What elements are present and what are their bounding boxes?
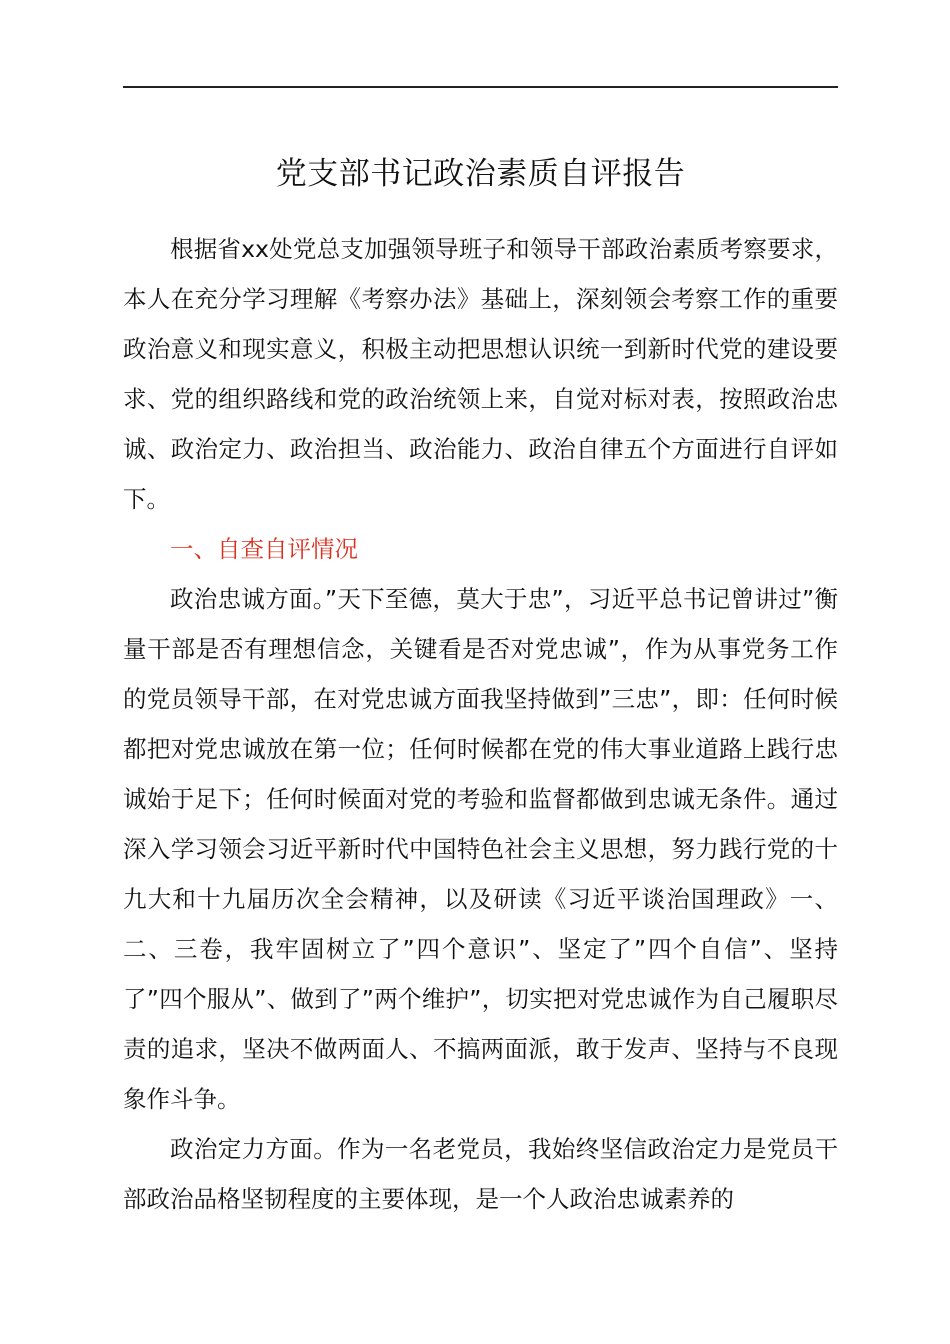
document-title: 党支部书记政治素质自评报告	[275, 156, 686, 192]
intro-paragraph: 根据省xx处党总支加强领导班子和领导干部政治素质考察要求，本人在充分学习理解《考察办法》基础上，深刻领会考察工作的重要政治意义和现实意义，积极主动把思想认识统一到新时代党的建设要求、党的组织路线和党的政治统领上来，自觉对标对表，按照政治忠诚、政治定力、政治担当、政治能力、政治自律五个方面进行自评如下。	[123, 235, 838, 513]
political-loyalty-paragraph: 政治忠诚方面。”天下至德，莫大于忠”，习近平总书记曾讲过”衡量干部是否有理想信念，关键看是否对党忠诚”，作为从事党务工作的党员领导干部，在对党忠诚方面我坚持做到”三忠”，即：任何时候都把对党忠诚放在第一位；任何时候都在党的伟大事业道路上践行忠诚始于足下；任何时候面对党的考验和监督都做到忠诚无条件。通过深入学习领会习近平新时代中国特色社会主义思想，努力践行党的十九大和十九届历次全会精神，以及研读《习近平谈治国理政》一、二、三卷，我牢固树立了”四个意识”、坚定了”四个自信”、坚持了”四个服从”、做到了”两个维护”，切实把对党忠诚作为自己履职尽责的追求，坚决不做两面人、不搞两面派，敢于发声、坚持与不良现象作斗争。	[123, 585, 838, 1113]
document-body	[123, 224, 838, 1224]
header-rule	[123, 86, 838, 88]
political-resolve-paragraph: 政治定力方面。作为一名老党员，我始终坚信政治定力是党员干部政治品格坚韧程度的主要体现，是一个人政治忠诚素养的	[123, 1135, 838, 1213]
section-heading: 一、自查自评情况	[170, 535, 358, 563]
